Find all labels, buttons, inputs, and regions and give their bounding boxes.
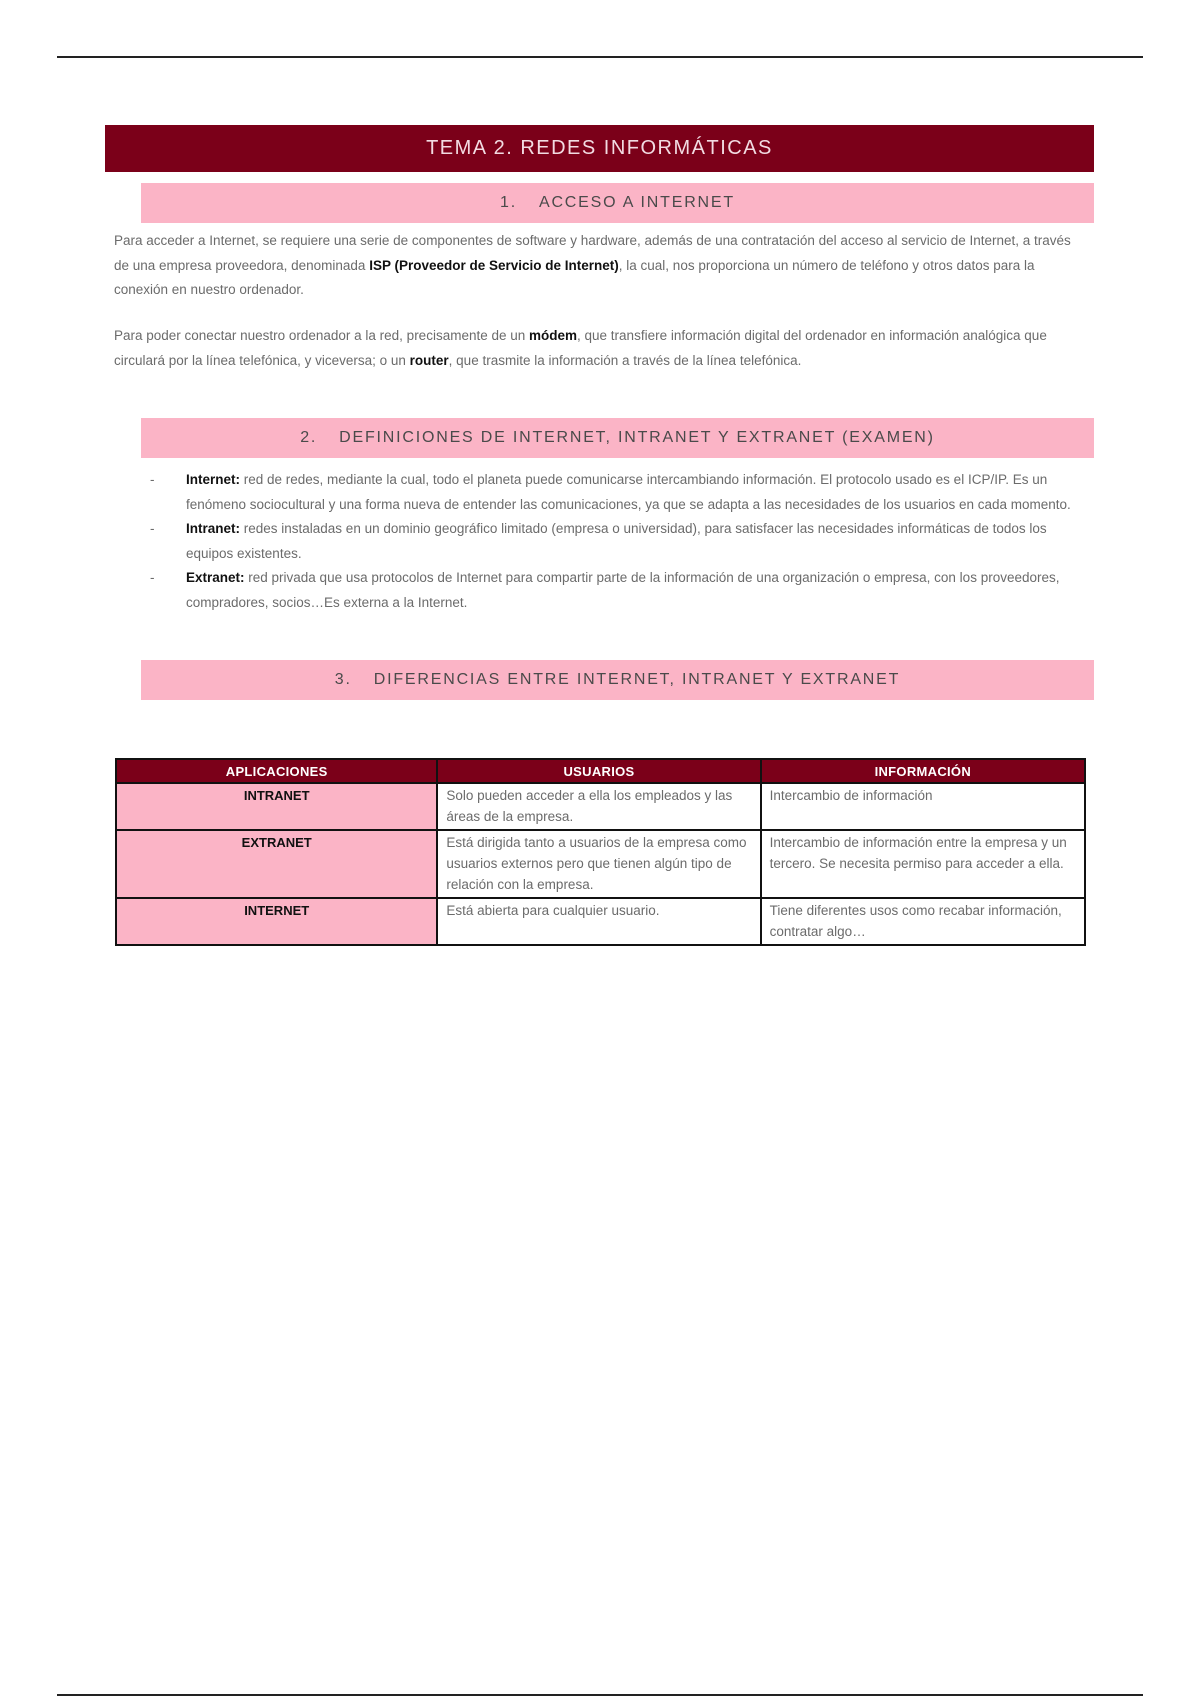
definition-extranet bbox=[150, 566, 1085, 615]
section-3-heading bbox=[141, 660, 1094, 700]
row-intranet-usuarios: Solo pueden acceder a ella los empleados y las áreas de la empresa. bbox=[437, 783, 760, 830]
row-intranet-app: INTRANET bbox=[116, 783, 437, 830]
paragraph-isp-bold: ISP (Proveedor de Servicio de Internet) bbox=[369, 257, 619, 273]
paragraph-modem-text-b: , que transfiere información digital del ordenador en información analógica que circulará por la línea telefónica, y viceversa; o un bbox=[114, 328, 1047, 368]
section-3-title: DIFERENCIAS ENTRE INTERNET, INTRANET Y EXTRANET bbox=[373, 671, 901, 688]
row-internet-usuarios: Está abierta para cualquier usuario. bbox=[437, 898, 760, 945]
paragraph-modem-text-c: , que trasmite la información a través de la línea telefónica. bbox=[448, 352, 802, 368]
bullet-dash: - bbox=[150, 521, 155, 536]
row-extranet-informacion: Intercambio de información entre la empresa y un tercero. Se necesita permiso para acceder a ella. bbox=[761, 830, 1085, 898]
row-internet-informacion: Tiene diferentes usos como recabar información, contratar algo… bbox=[761, 898, 1085, 945]
bullet-dash: - bbox=[150, 472, 155, 487]
section-3-number: 3. bbox=[334, 671, 352, 688]
row-intranet-informacion: Intercambio de información bbox=[761, 783, 1085, 830]
definition-internet bbox=[150, 468, 1085, 517]
paragraph-modem bbox=[114, 324, 1089, 373]
bullet-dash: - bbox=[150, 570, 155, 585]
paragraph-isp-text-a: Para acceder a Internet, se requiere una serie de componentes de software y hardware, además de una contratación del acceso al servicio de Internet, a través de una empresa proveedora, denominada bbox=[114, 233, 1071, 273]
header-usuarios: USUARIOS bbox=[437, 759, 760, 783]
row-extranet-app: EXTRANET bbox=[116, 830, 437, 898]
page-title bbox=[105, 125, 1094, 172]
section-2-number: 2. bbox=[300, 429, 318, 446]
row-extranet-usuarios: Está dirigida tanto a usuarios de la empresa como usuarios externos pero que tienen algún tipo de relación con la empresa. bbox=[437, 830, 760, 898]
comparison-table bbox=[115, 758, 1086, 946]
section-2-title: DEFINICIONES DE INTERNET, INTRANET Y EXTRANET (EXAMEN) bbox=[339, 429, 935, 446]
paragraph-modem-bold-router: router bbox=[409, 352, 449, 368]
table-row bbox=[116, 830, 1085, 898]
definition-text: red privada que usa protocolos de Internet para compartir parte de la información de una organización o empresa, con los proveedores, compradores, socios…Es externa a la Internet. bbox=[186, 570, 1060, 610]
table-row bbox=[116, 783, 1085, 830]
definition-term: Extranet: bbox=[186, 570, 245, 585]
top-rule bbox=[57, 56, 1143, 58]
definition-term: Internet: bbox=[186, 472, 240, 487]
page-title-text: TEMA 2. REDES INFORMÁTICAS bbox=[426, 137, 773, 159]
bottom-rule bbox=[57, 1694, 1143, 1696]
table-header-row bbox=[116, 759, 1085, 783]
header-aplicaciones: APLICACIONES bbox=[116, 759, 437, 783]
paragraph-isp-text-b: , la cual, nos proporciona un número de teléfono y otros datos para la conexión en nuestro ordenador. bbox=[114, 257, 1035, 297]
definition-intranet bbox=[150, 517, 1085, 566]
section-2-heading bbox=[141, 418, 1094, 458]
section-1-title: ACCESO A INTERNET bbox=[538, 194, 735, 211]
definitions-list bbox=[150, 468, 1085, 615]
table-row bbox=[116, 898, 1085, 945]
definition-term: Intranet: bbox=[186, 521, 240, 536]
paragraph-modem-text-a: Para poder conectar nuestro ordenador a la red, precisamente de un bbox=[114, 328, 530, 343]
section-1-heading bbox=[141, 183, 1094, 223]
header-informacion: INFORMACIÓN bbox=[761, 759, 1085, 783]
row-internet-app: INTERNET bbox=[116, 898, 437, 945]
section-1-number: 1. bbox=[500, 194, 517, 211]
definition-text: red de redes, mediante la cual, todo el planeta puede comunicarse intercambiando información. El protocolo usado es el ICP/IP. Es un fenómeno sociocultural y una forma nueva de entender las comunicaciones, ya que se adapta a las necesidades de los usuarios en cada momento. bbox=[186, 472, 1071, 512]
paragraph-modem-bold-modem: módem bbox=[529, 328, 578, 343]
paragraph-isp bbox=[114, 229, 1089, 303]
definition-text: redes instaladas en un dominio geográfico limitado (empresa o universidad), para satisfacer las necesidades informáticas de todos los equipos existentes. bbox=[186, 521, 1047, 561]
